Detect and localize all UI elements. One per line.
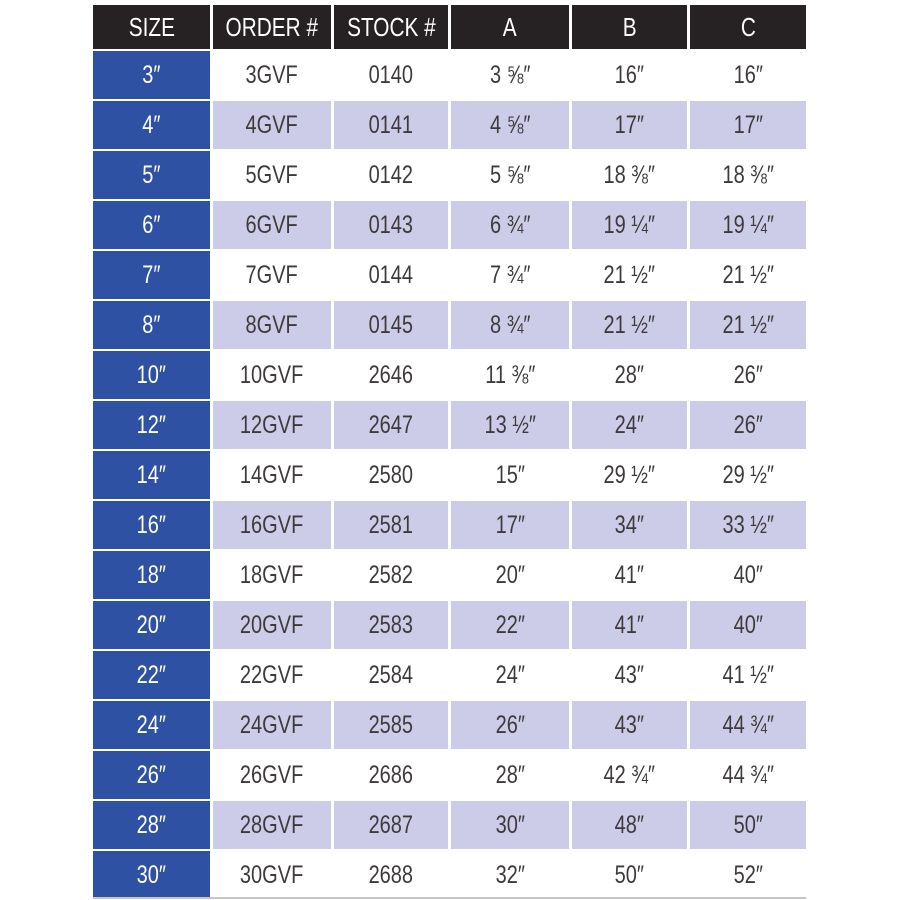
stock-cell bbox=[334, 801, 448, 849]
column-header-label: SIZE bbox=[128, 11, 175, 42]
stock-cell bbox=[334, 201, 448, 249]
a-cell bbox=[451, 101, 569, 149]
c-cell bbox=[690, 151, 806, 199]
size-value: 26″ bbox=[136, 760, 167, 789]
table-bottom-divider bbox=[93, 897, 806, 899]
a-value: 11 ⅜″ bbox=[484, 360, 536, 389]
stock-cell bbox=[334, 751, 448, 799]
column-header-label: C bbox=[740, 11, 756, 42]
size-value: 22″ bbox=[136, 660, 167, 689]
size-cell bbox=[93, 751, 210, 799]
c-value: 21 ½″ bbox=[722, 260, 774, 289]
b-value: 21 ½″ bbox=[603, 310, 656, 339]
c-value: 52″ bbox=[733, 860, 763, 889]
b-cell bbox=[572, 701, 687, 749]
a-cell bbox=[451, 601, 569, 649]
a-cell bbox=[451, 351, 569, 399]
c-value: 18 ⅜″ bbox=[722, 160, 774, 189]
c-cell bbox=[690, 51, 806, 99]
order-value: 16GVF bbox=[240, 510, 304, 539]
b-value: 43″ bbox=[614, 660, 645, 689]
c-value: 16″ bbox=[733, 60, 763, 89]
c-value: 26″ bbox=[733, 410, 763, 439]
order-value: 24GVF bbox=[240, 710, 304, 739]
c-value: 17″ bbox=[733, 110, 763, 139]
a-cell bbox=[451, 801, 569, 849]
size-cell bbox=[93, 201, 210, 249]
order-cell bbox=[213, 601, 331, 649]
c-cell bbox=[690, 351, 806, 399]
a-value: 6 ¾″ bbox=[489, 210, 531, 239]
stock-cell bbox=[334, 301, 448, 349]
a-value: 30″ bbox=[495, 810, 525, 839]
stock-value: 2582 bbox=[368, 560, 414, 589]
c-cell bbox=[690, 301, 806, 349]
c-cell bbox=[690, 201, 806, 249]
b-value: 19 ¼″ bbox=[603, 210, 656, 239]
size-cell bbox=[93, 851, 210, 899]
c-value: 44 ¾″ bbox=[722, 710, 774, 739]
size-cell bbox=[93, 451, 210, 499]
stock-value: 2580 bbox=[368, 460, 414, 489]
c-cell bbox=[690, 101, 806, 149]
a-cell bbox=[451, 51, 569, 99]
c-value: 50″ bbox=[733, 810, 763, 839]
a-value: 15″ bbox=[495, 460, 525, 489]
c-value: 33 ½″ bbox=[722, 510, 774, 539]
stock-value: 0143 bbox=[368, 210, 414, 239]
a-value: 8 ¾″ bbox=[489, 310, 531, 339]
stock-value: 2585 bbox=[368, 710, 414, 739]
order-value: 12GVF bbox=[240, 410, 304, 439]
order-cell bbox=[213, 451, 331, 499]
size-value: 28″ bbox=[136, 810, 167, 839]
size-value: 4″ bbox=[142, 110, 161, 139]
order-cell bbox=[213, 201, 331, 249]
order-cell bbox=[213, 751, 331, 799]
order-cell bbox=[213, 701, 331, 749]
a-value: 4 ⅝″ bbox=[489, 110, 531, 139]
a-cell bbox=[451, 201, 569, 249]
order-value: 20GVF bbox=[240, 610, 304, 639]
size-value: 5″ bbox=[142, 160, 161, 189]
a-cell bbox=[451, 451, 569, 499]
order-cell bbox=[213, 401, 331, 449]
b-cell bbox=[572, 351, 687, 399]
order-cell bbox=[213, 51, 331, 99]
order-value: 14GVF bbox=[240, 460, 304, 489]
c-cell bbox=[690, 551, 806, 599]
stock-cell bbox=[334, 701, 448, 749]
a-cell bbox=[451, 751, 569, 799]
a-cell bbox=[451, 501, 569, 549]
a-value: 13 ½″ bbox=[484, 410, 536, 439]
size-cell bbox=[93, 351, 210, 399]
stock-value: 2686 bbox=[368, 760, 414, 789]
size-cell bbox=[93, 51, 210, 99]
order-cell bbox=[213, 151, 331, 199]
size-value: 12″ bbox=[136, 410, 167, 439]
stock-cell bbox=[334, 101, 448, 149]
c-value: 40″ bbox=[733, 560, 763, 589]
stock-value: 0144 bbox=[368, 260, 414, 289]
column-header-c bbox=[690, 5, 806, 49]
size-value: 7″ bbox=[142, 260, 161, 289]
stock-cell bbox=[334, 251, 448, 299]
c-cell bbox=[690, 451, 806, 499]
a-cell bbox=[451, 851, 569, 899]
a-value: 17″ bbox=[495, 510, 525, 539]
b-value: 41″ bbox=[614, 610, 645, 639]
stock-value: 2584 bbox=[368, 660, 414, 689]
order-value: 10GVF bbox=[240, 360, 304, 389]
order-value: 30GVF bbox=[240, 860, 304, 889]
c-value: 41 ½″ bbox=[722, 660, 774, 689]
size-cell bbox=[93, 651, 210, 699]
order-value: 26GVF bbox=[240, 760, 304, 789]
c-value: 26″ bbox=[733, 360, 763, 389]
order-value: 28GVF bbox=[240, 810, 304, 839]
c-value: 21 ½″ bbox=[722, 310, 774, 339]
a-value: 20″ bbox=[495, 560, 525, 589]
b-cell bbox=[572, 651, 687, 699]
b-value: 28″ bbox=[614, 360, 645, 389]
order-cell bbox=[213, 501, 331, 549]
stock-cell bbox=[334, 501, 448, 549]
b-value: 29 ½″ bbox=[603, 460, 656, 489]
c-cell bbox=[690, 751, 806, 799]
size-spec-table bbox=[93, 5, 806, 899]
size-value: 16″ bbox=[136, 510, 167, 539]
b-cell bbox=[572, 801, 687, 849]
order-cell bbox=[213, 851, 331, 899]
c-cell bbox=[690, 601, 806, 649]
stock-value: 2581 bbox=[368, 510, 414, 539]
size-cell bbox=[93, 101, 210, 149]
c-cell bbox=[690, 501, 806, 549]
stock-value: 0145 bbox=[368, 310, 414, 339]
b-cell bbox=[572, 401, 687, 449]
stock-value: 0140 bbox=[368, 60, 414, 89]
stock-cell bbox=[334, 351, 448, 399]
order-value: 18GVF bbox=[240, 560, 304, 589]
a-cell bbox=[451, 251, 569, 299]
c-cell bbox=[690, 801, 806, 849]
c-cell bbox=[690, 851, 806, 899]
c-value: 44 ¾″ bbox=[722, 760, 774, 789]
b-cell bbox=[572, 851, 687, 899]
size-value: 18″ bbox=[136, 560, 167, 589]
size-value: 3″ bbox=[142, 60, 161, 89]
a-cell bbox=[451, 551, 569, 599]
c-value: 19 ¼″ bbox=[722, 210, 774, 239]
c-cell bbox=[690, 651, 806, 699]
order-value: 4GVF bbox=[245, 110, 299, 139]
size-value: 14″ bbox=[136, 460, 167, 489]
b-value: 50″ bbox=[614, 860, 645, 889]
stock-value: 0141 bbox=[368, 110, 414, 139]
b-value: 21 ½″ bbox=[603, 260, 656, 289]
size-cell bbox=[93, 251, 210, 299]
size-value: 20″ bbox=[136, 610, 167, 639]
order-value: 6GVF bbox=[245, 210, 299, 239]
size-cell bbox=[93, 551, 210, 599]
size-value: 10″ bbox=[136, 360, 167, 389]
b-cell bbox=[572, 251, 687, 299]
a-value: 32″ bbox=[495, 860, 525, 889]
b-value: 43″ bbox=[614, 710, 645, 739]
b-value: 41″ bbox=[614, 560, 645, 589]
b-cell bbox=[572, 51, 687, 99]
column-header-stock bbox=[334, 5, 448, 49]
size-cell bbox=[93, 601, 210, 649]
a-cell bbox=[451, 651, 569, 699]
b-value: 24″ bbox=[614, 410, 645, 439]
order-value: 5GVF bbox=[245, 160, 299, 189]
c-cell bbox=[690, 251, 806, 299]
size-cell bbox=[93, 801, 210, 849]
size-cell bbox=[93, 701, 210, 749]
b-cell bbox=[572, 201, 687, 249]
b-cell bbox=[572, 301, 687, 349]
a-value: 24″ bbox=[495, 660, 525, 689]
a-value: 22″ bbox=[495, 610, 525, 639]
a-value: 28″ bbox=[495, 760, 525, 789]
b-cell bbox=[572, 151, 687, 199]
size-cell bbox=[93, 151, 210, 199]
stock-value: 2688 bbox=[368, 860, 414, 889]
b-cell bbox=[572, 501, 687, 549]
a-cell bbox=[451, 701, 569, 749]
stock-cell bbox=[334, 651, 448, 699]
stock-value: 2583 bbox=[368, 610, 414, 639]
size-value: 6″ bbox=[142, 210, 161, 239]
c-cell bbox=[690, 401, 806, 449]
size-value: 24″ bbox=[136, 710, 167, 739]
b-value: 16″ bbox=[614, 60, 645, 89]
b-value: 17″ bbox=[614, 110, 645, 139]
size-value: 30″ bbox=[136, 860, 167, 889]
a-cell bbox=[451, 301, 569, 349]
size-cell bbox=[93, 301, 210, 349]
size-cell bbox=[93, 401, 210, 449]
b-value: 48″ bbox=[614, 810, 645, 839]
stock-value: 0142 bbox=[368, 160, 414, 189]
stock-cell bbox=[334, 151, 448, 199]
b-value: 34″ bbox=[614, 510, 645, 539]
order-cell bbox=[213, 351, 331, 399]
column-header-a bbox=[451, 5, 569, 49]
order-cell bbox=[213, 551, 331, 599]
a-value: 5 ⅝″ bbox=[489, 160, 531, 189]
order-value: 22GVF bbox=[240, 660, 304, 689]
column-header-b bbox=[572, 5, 687, 49]
a-value: 7 ¾″ bbox=[489, 260, 531, 289]
order-cell bbox=[213, 251, 331, 299]
stock-cell bbox=[334, 601, 448, 649]
stock-cell bbox=[334, 51, 448, 99]
a-cell bbox=[451, 401, 569, 449]
stock-cell bbox=[334, 451, 448, 499]
order-cell bbox=[213, 301, 331, 349]
c-value: 40″ bbox=[733, 610, 763, 639]
stock-value: 2646 bbox=[368, 360, 414, 389]
b-cell bbox=[572, 551, 687, 599]
stock-value: 2647 bbox=[368, 410, 414, 439]
order-value: 8GVF bbox=[245, 310, 299, 339]
c-cell bbox=[690, 701, 806, 749]
stock-cell bbox=[334, 401, 448, 449]
stock-cell bbox=[334, 851, 448, 899]
column-header-label: B bbox=[622, 11, 637, 42]
column-header-label: ORDER # bbox=[225, 11, 319, 42]
order-cell bbox=[213, 101, 331, 149]
b-cell bbox=[572, 601, 687, 649]
b-value: 42 ¾″ bbox=[603, 760, 656, 789]
c-value: 29 ½″ bbox=[722, 460, 774, 489]
order-value: 3GVF bbox=[245, 60, 299, 89]
column-header-label: A bbox=[503, 11, 517, 42]
a-value: 3 ⅝″ bbox=[489, 60, 531, 89]
size-value: 8″ bbox=[142, 310, 161, 339]
column-header-order bbox=[213, 5, 331, 49]
b-cell bbox=[572, 451, 687, 499]
stock-value: 2687 bbox=[368, 810, 414, 839]
b-cell bbox=[572, 751, 687, 799]
column-header-label: STOCK # bbox=[346, 11, 436, 42]
order-cell bbox=[213, 801, 331, 849]
a-value: 26″ bbox=[495, 710, 525, 739]
b-value: 18 ⅜″ bbox=[603, 160, 656, 189]
size-cell bbox=[93, 501, 210, 549]
stock-cell bbox=[334, 551, 448, 599]
order-value: 7GVF bbox=[245, 260, 299, 289]
order-cell bbox=[213, 651, 331, 699]
a-cell bbox=[451, 151, 569, 199]
column-header-size bbox=[93, 5, 210, 49]
b-cell bbox=[572, 101, 687, 149]
